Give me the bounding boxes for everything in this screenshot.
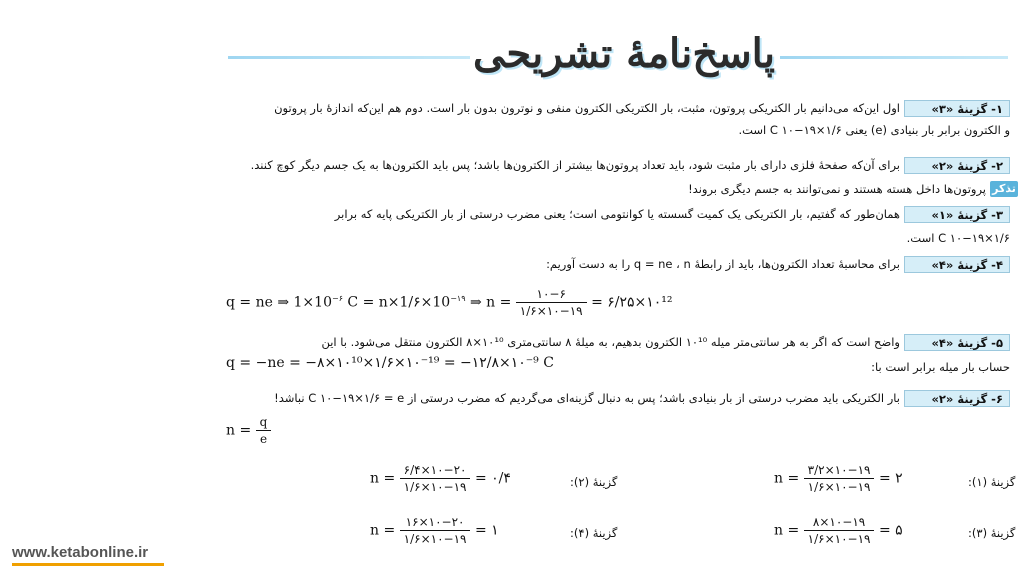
answer-1-line-2: و الکترون برابر بار بنیادی (e) یعنی C ۱۰−۱۹×۱/۶ است. [738, 123, 1010, 137]
watermark-underline [12, 563, 164, 566]
option-1-formula: n = $\frac{۳/۲\times ۱۰-۱۹}{۱/۶\times ۱۰-۱۹}$ = ۲ [774, 463, 903, 494]
answer-1-line-1: اول این‌که می‌دانیم بار الکتریکی پروتون، مثبت، بار الکتریکی الکترون منفی و نوترون بدون بار است. دوم هم این‌که اندازهٔ بار پروتون [274, 101, 900, 115]
answer-label-1: ۱- گزینهٔ «۳» [904, 100, 1010, 117]
header-rule-right [780, 56, 1008, 59]
answer-3-line-1: همان‌طور که گفتیم، بار الکتریکی یک کمیت گسسته یا کوانتومی است؛ یعنی مضرب درستی از بار الکتریکی پایه که برابر [334, 207, 900, 221]
option-4-formula: n = $\frac{۱۶\times ۱۰-۲۰}{۱/۶\times ۱۰-۱۹}$ = ۱ [370, 515, 499, 546]
page-title: پاسخ‌نامهٔ تشریحی [473, 30, 775, 77]
option-4-label: گزینهٔ (۴): [570, 526, 618, 540]
site-watermark[interactable]: www.ketabonline.ir [12, 544, 149, 561]
option-2-label: گزینهٔ (۲): [570, 475, 618, 489]
answer-label-4: ۴- گزینهٔ «۴» [904, 256, 1010, 273]
answer-2-line-1: برای آن‌که صفحهٔ فلزی دارای بار مثبت شود، باید تعداد پروتون‌ها بیشتر از الکترون‌ها باشد؛ پس باید الکترون‌ها به یک جسم دیگر کوچ کنند. [250, 158, 900, 172]
answer-5-line-1: واضح است که اگر به هر سانتی‌متر میله ۱۰¹⁰ الکترون بدهیم، به میلهٔ ۸ سانتی‌متری ۱۰¹⁰×۸ الکترون منتقل می‌شود. با این [321, 335, 900, 349]
answer-label-6: ۶- گزینهٔ «۲» [904, 390, 1010, 407]
answer-label-3: ۳- گزینهٔ «۱» [904, 206, 1010, 223]
answer-6-line-1: بار الکتریکی باید مضرب درستی از بار بنیادی باشد؛ پس به دنبال گزینه‌ای می‌گردیم که مضرب درستی از C ۱۰−۱۹×۱/۶ = e نباشد! [274, 391, 900, 405]
answer-3-line-2: C ۱۰−۱۹×۱/۶ است. [906, 231, 1010, 245]
answer-label-2: ۲- گزینهٔ «۲» [904, 157, 1010, 174]
header-rule-left [228, 56, 470, 59]
answer-6-n-formula: n = $\frac{q}{e}$ [226, 414, 271, 447]
answer-label-5: ۵- گزینهٔ «۴» [904, 334, 1010, 351]
note-badge: تذکر [990, 181, 1018, 197]
answer-5-formula: q = −ne = −۸×۱۰¹⁰×۱/۶×۱۰⁻¹⁹ = −۱۲/۸×۱۰⁻⁹ C [226, 355, 554, 371]
answer-4-line-1: برای محاسبهٔ تعداد الکترون‌ها، باید از رابطهٔ q = ne ، n را به دست آوریم: [546, 257, 900, 271]
answer-4-formula: q = ne ⇒ $1\times 10^{-۶}$ $C = n\times 1/۶\times 10^{-۱۹}$ ⇒ n = $\frac{۱۰-۶}{۱/۶\times ۱۰-۱۹}$ = ۶/۲۵×۱۰¹² [226, 287, 673, 318]
answer-2-line-2: پروتون‌ها داخل هسته هستند و نمی‌توانند به جسم دیگری بروند! [688, 182, 986, 196]
answer-5-line-2: حساب بار میله برابر است با: [871, 360, 1010, 374]
option-3-formula: n = $\frac{۸\times ۱۰-۱۹}{۱/۶\times ۱۰-۱۹}$ = ۵ [774, 515, 903, 546]
option-3-label: گزینهٔ (۳): [968, 526, 1016, 540]
option-2-formula: n = $\frac{۶/۴\times ۱۰-۲۰}{۱/۶\times ۱۰-۱۹}$ = ۰/۴ [370, 463, 511, 494]
option-1-label: گزینهٔ (۱): [968, 475, 1016, 489]
